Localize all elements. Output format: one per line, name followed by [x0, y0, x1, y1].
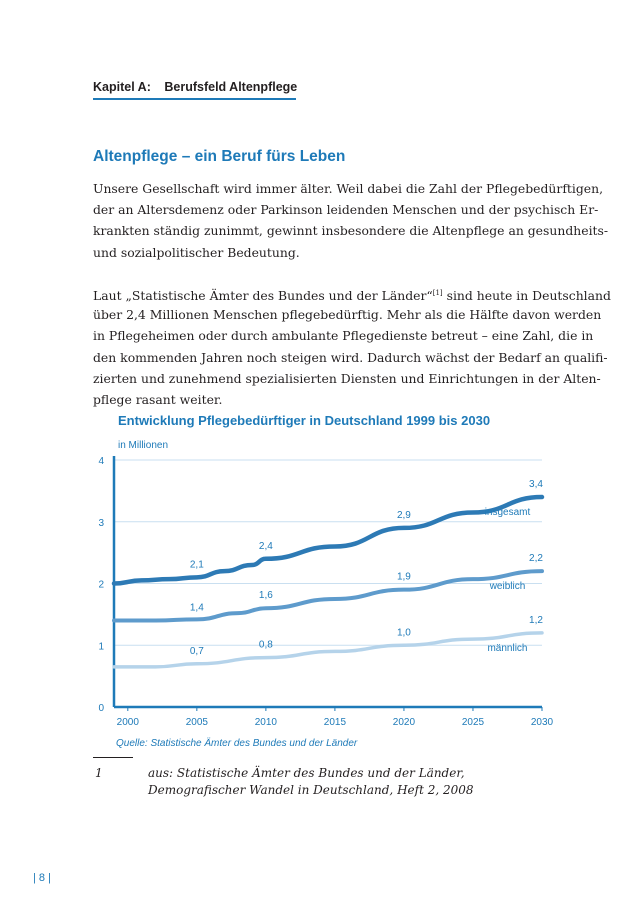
page-number: | 8 |	[33, 872, 51, 884]
data-label: 1,4	[189, 602, 204, 614]
y-tick-label: 0	[98, 703, 104, 714]
footnote-line: aus: Statistische Ämter des Bundes und der Länder,	[148, 766, 465, 780]
series-name-label: weiblich	[489, 581, 526, 593]
y-tick-label: 3	[98, 517, 104, 529]
paragraph-line: pflege rasant weiter.	[93, 391, 223, 407]
data-label: 1,9	[396, 571, 411, 583]
data-label: 1,6	[258, 590, 273, 602]
chapter-title: Berufsfeld Altenpflege	[164, 80, 298, 94]
paragraph-line: in Pflegeheimen oder durch ambulante Pflegedienste betreut – eine Zahl, die in	[93, 328, 594, 344]
paragraph-line: über 2,4 Millionen Menschen pflegebedürftig. Mehr als die Hälfte davon werden	[93, 307, 602, 323]
paragraph-text: sind heute in Deutschland	[442, 288, 611, 303]
data-label: 0,8	[258, 639, 273, 651]
x-tick-label: 2000	[116, 717, 139, 728]
footnote-reference: [1]	[432, 289, 443, 297]
x-tick-label: 2005	[185, 717, 208, 728]
paragraph-line: der an Altersdemenz oder Parkinson leidenden Menschen und der psychisch Er-	[93, 202, 599, 218]
data-label: 2,1	[189, 559, 204, 571]
paragraph-line: zierten und zunehmend spezialisierten Diensten und Einrichtungen in der Alten-	[93, 370, 601, 386]
x-tick-label: 2015	[323, 717, 347, 728]
x-tick-label: 2025	[461, 717, 485, 728]
data-label: 2,2	[529, 553, 543, 565]
footnote-number: 1	[95, 766, 103, 780]
data-label: 2,4	[258, 540, 273, 552]
series-line-1	[114, 497, 542, 583]
data-label: 1,0	[396, 627, 411, 639]
chapter-label: Kapitel A:	[93, 80, 151, 94]
series-name-label: männlich	[487, 642, 528, 654]
y-tick-label: 2	[98, 579, 104, 591]
x-tick-label: 2020	[392, 717, 416, 728]
y-tick-label: 4	[98, 456, 104, 467]
paragraph-line: Unsere Gesellschaft wird immer älter. Weil dabei die Zahl der Pflegebedürftigen,	[93, 181, 604, 196]
section-heading: Altenpflege – ein Beruf fürs Leben	[93, 148, 346, 165]
data-label: 1,2	[529, 614, 543, 626]
paragraph-line: krankten ständig zunimmt, gewinnt insbesondere die Altenpflege an gesundheits-	[93, 223, 609, 239]
data-label: 0,7	[189, 645, 204, 657]
series-name-label: insgesamt	[484, 507, 531, 519]
series-line-3	[114, 633, 542, 667]
chart-title: Entwicklung Pflegebedürftiger in Deutschland 1999 bis 2030	[118, 413, 491, 428]
y-axis-label: in Millionen	[118, 440, 169, 451]
footnote-rule	[93, 757, 133, 758]
x-tick-label: 2030	[530, 717, 554, 728]
data-label: 2,9	[396, 509, 411, 521]
footnote-line: Demografischer Wandel in Deutschland, Heft 2, 2008	[148, 783, 474, 797]
y-tick-label: 1	[98, 641, 104, 653]
chart-source: Quelle: Statistische Ämter des Bundes und der Länder	[116, 738, 358, 749]
paragraph-text: Laut „Statistische Ämter des Bundes und der Länder“	[93, 288, 433, 303]
paragraph-line: den kommenden Jahren noch steigen wird. Dadurch wächst der Bedarf an qualifi-	[93, 349, 608, 365]
paragraph-line: und sozialpolitischer Bedeutung.	[93, 244, 300, 260]
x-tick-label: 2010	[254, 717, 277, 728]
data-label: 3,4	[529, 479, 543, 491]
